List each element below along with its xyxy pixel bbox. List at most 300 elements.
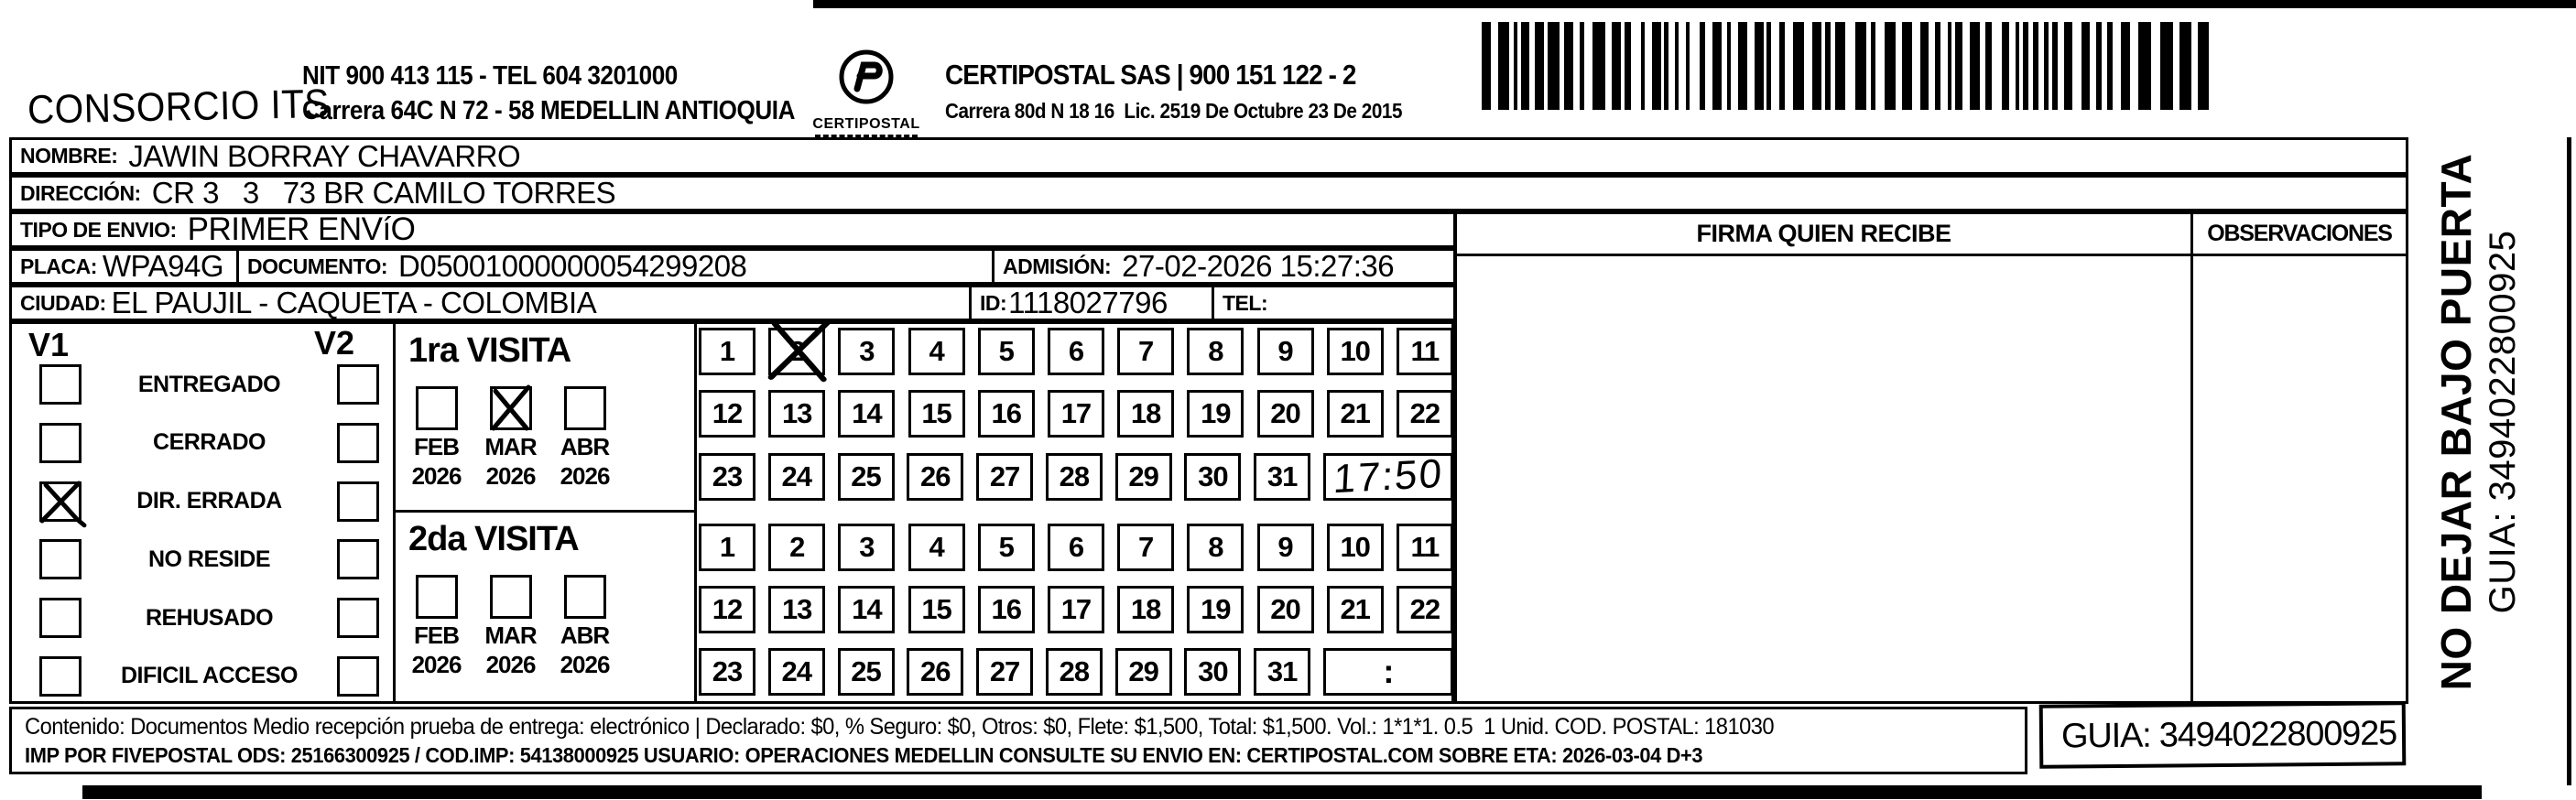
day-number: 17 [1060,593,1092,625]
barcode-bar [1766,22,1771,110]
day-number: 17 [1060,397,1092,429]
month-label: ABR [560,622,610,649]
g1-day-cell-24[interactable] [768,453,825,501]
visit1-day-grid-row3 [699,450,1453,503]
time-colon-placeholder: : [1383,653,1394,690]
checkbox-v1-dir-errada[interactable] [39,481,82,522]
day-number: 21 [1340,397,1370,429]
day-number: 4 [929,335,944,367]
delivery-panel [1454,211,2408,704]
checkbox-visit1-month-mar[interactable] [490,386,532,430]
visit1-months [399,386,622,489]
day-number: 12 [712,593,743,625]
month-label: MAR [484,433,537,460]
provider-name-line: CERTIPOSTAL SAS | 900 151 122 - 2 [945,59,1356,91]
status-label-entregado: ENTREGADO [137,371,281,397]
day-number: 11 [1410,335,1440,367]
barcode-bar [1498,22,1509,110]
g2-day-cell-2[interactable] [768,524,825,571]
g2-day-cell-5[interactable] [978,524,1035,571]
v1-header: V1 [28,326,70,363]
g1-day-cell-1[interactable] [699,328,755,375]
g1-day-cell-19[interactable] [1187,390,1244,438]
g2-day-cell-14[interactable] [838,586,895,633]
provider-address-line: Carrera 80d N 18 16 Lic. 2519 De Octubre 23 De 2015 [945,99,1403,123]
month-year-label: 2026 [411,651,462,678]
no-dejar-bajo-puerta-text: NO DEJAR BAJO PUERTA [2431,153,2480,691]
barcode-bar [1612,22,1621,110]
barcode-bar [1855,22,1866,110]
placa-cell [12,251,236,282]
visit2-months [399,575,622,677]
day-number: 11 [1410,531,1440,563]
checkbox-visit1-month-feb[interactable] [416,386,458,430]
id-cell [969,287,1212,319]
day-number: 22 [1409,397,1440,429]
day-number: 1 [719,335,735,367]
month-label: FEB [414,622,459,649]
g2-day-cell-17[interactable] [1048,586,1104,633]
barcode-bar [1514,22,1517,110]
barcode-bar [1664,22,1668,110]
visit2-title: 2da VISITA [408,520,579,558]
checkbox-v2-entregado[interactable] [337,364,379,405]
day-number: 16 [991,593,1021,625]
barcode-bar [1970,22,1980,110]
checkbox-v1-no-reside[interactable] [39,539,82,579]
barcode-bar [1652,22,1661,110]
company-name: CONSORCIO ITS [27,81,331,133]
visit1-month-col-abr [548,386,622,489]
g1-day-cell-21[interactable] [1327,390,1384,438]
barcode-bar [1871,22,1875,110]
company-info [302,59,850,128]
barcode-bar [1885,22,1896,110]
day-number: 29 [1128,460,1158,492]
barcode-bar [1712,22,1722,110]
v2-header: V2 [314,324,355,362]
visits-block [9,321,1454,704]
g1-day-cell-27[interactable] [976,453,1033,501]
barcode-bar [2044,22,2049,110]
direccion-value: CR 3 3 73 BR CAMILO TORRES [151,176,616,210]
day-number: 28 [1059,460,1090,492]
status-label-no-reside: NO RESIDE [147,546,271,572]
status-label-rehusado: REHUSADO [145,604,274,631]
barcode [1482,22,2225,110]
barcode-bar [2023,22,2028,110]
day-number: 3 [859,335,875,367]
barcode-bar [1521,22,1529,110]
day-number: 18 [1130,593,1161,625]
day-number: 1 [719,531,735,563]
g1-day-cell-12[interactable] [699,390,755,438]
g2-day-cell-28[interactable] [1046,648,1103,696]
day-number: 20 [1270,397,1300,429]
g1-day-cell-30[interactable] [1184,453,1241,501]
g2-day-cell-25[interactable] [838,648,895,696]
barcode-bar [1812,22,1821,110]
g2-day-cell-13[interactable] [768,586,825,633]
day-number: 2 [789,335,805,367]
tel-label: TEL: [1223,290,1268,315]
g1-time-cell[interactable] [1323,450,1453,503]
barcode-bar [1738,22,1747,110]
month-year-label: 2026 [411,462,462,490]
month-year-label: 2026 [560,462,610,490]
observaciones-label: OBSERVACIONES [2190,214,2406,254]
visit1-title: 1ra VISITA [408,331,571,370]
visit2-month-col-mar [473,575,548,677]
visit1-day-grid-row2 [699,390,1453,438]
admision-value: 27-02-2026 15:27:36 [1122,249,1395,283]
day-number: 16 [991,397,1021,429]
month-label: MAR [484,622,537,649]
barcode-bar [1825,22,1831,110]
visit2-month-col-abr [548,575,622,677]
barcode-bar [2016,22,2019,110]
barcode-bar [1641,22,1645,110]
firma-area[interactable] [1457,256,2190,701]
checkbox-visit1-month-abr[interactable] [564,386,606,430]
g2-day-cell-21[interactable] [1327,586,1384,633]
visit2-month-col-feb [399,575,473,677]
scan-artifact-top [813,0,2576,8]
day-number: 7 [1138,531,1154,563]
handwritten-x-mark [38,481,82,523]
direccion-label: DIRECCIÓN: [20,180,141,205]
day-number: 30 [1198,655,1228,687]
row-nombre [9,137,2408,175]
visit1-day-grid-row1 [699,328,1453,375]
day-number: 14 [852,397,882,429]
g2-day-cell-18[interactable] [1117,586,1174,633]
status-rows [12,364,396,697]
barcode-bar [1535,22,1544,110]
day-number: 27 [989,460,1020,492]
guia-number-box [2039,701,2407,768]
g2-time-cell[interactable] [1323,648,1453,696]
barcode-bar [2002,22,2009,110]
day-number: 13 [781,593,812,625]
day-number: 14 [852,593,882,625]
g1-day-cell-10[interactable] [1327,328,1384,375]
documento-label: DOCUMENTO: [247,254,388,278]
company-address-line: Carrera 64C N 72 - 58 MEDELLIN ANTIOQUIA [302,96,795,125]
day-number: 23 [712,655,743,687]
checkbox-visit2-month-abr[interactable] [564,575,606,619]
visit2-day-grid-row1 [699,524,1453,571]
barcode-bar [1955,22,1962,110]
id-label: ID: [980,290,1007,315]
checkbox-v1-cerrado[interactable] [39,423,82,463]
admision-cell [992,251,1453,282]
g2-day-cell-23[interactable] [699,648,755,696]
day-number: 6 [1068,531,1084,563]
checkbox-v1-entregado[interactable] [39,364,82,405]
g1-day-cell-6[interactable] [1048,328,1104,375]
day-number: 9 [1277,531,1293,563]
g2-day-cell-16[interactable] [978,586,1035,633]
barcode-bar [1920,22,1929,110]
day-number: 24 [781,655,811,687]
day-number: 28 [1059,655,1090,687]
g1-day-cell-11[interactable] [1397,328,1453,375]
day-number: 8 [1208,335,1223,367]
imp-line: IMP POR FIVEPOSTAL ODS: 25166300925 / COD.IMP: 54138000925 USUARIO: OPERACIONES MEDELLIN CONSULTE SU ENVIO EN: CERTIPOSTAL.COM SOBRE ETA: 2026-03-04 D+3 [25,743,1703,767]
barcode-bar [2138,22,2151,110]
day-number: 9 [1277,335,1293,367]
g1-day-cell-16[interactable] [978,390,1035,438]
g2-day-cell-20[interactable] [1257,586,1314,633]
g2-day-cell-6[interactable] [1048,524,1104,571]
row-placa-documento-admision [9,248,1456,285]
admision-label: ADMISIÓN: [1003,254,1112,278]
g1-day-cell-13[interactable] [768,390,825,438]
g1-day-cell-8[interactable] [1187,328,1244,375]
month-label: ABR [560,433,610,460]
visit2-panel [396,513,697,701]
handwritten-time: 17:50 [1331,450,1445,503]
g1-day-cell-15[interactable] [908,390,965,438]
g1-day-cell-18[interactable] [1117,390,1174,438]
g1-day-cell-22[interactable] [1397,390,1453,438]
g2-day-cell-26[interactable] [907,648,963,696]
barcode-bar [1675,22,1679,110]
status-row-cerrado [12,423,396,463]
g2-day-cell-27[interactable] [976,648,1033,696]
month-year-label: 2026 [485,462,536,490]
barcode-bar [2096,22,2102,110]
barcode-bar [2121,22,2130,110]
checkbox-v1-dificil-acceso[interactable] [39,656,82,697]
day-number: 25 [851,460,881,492]
g1-day-cell-5[interactable] [978,328,1035,375]
delivery-panel-header [1457,214,2406,256]
day-number: 31 [1266,655,1298,687]
g2-day-cell-30[interactable] [1184,648,1241,696]
checkbox-visit2-month-feb[interactable] [416,575,458,619]
visit1-month-col-mar [473,386,548,489]
month-year-label: 2026 [485,651,536,678]
day-number: 29 [1128,655,1158,687]
visit2-day-grid-row2 [699,586,1453,633]
g1-day-cell-20[interactable] [1257,390,1314,438]
guia-number: GUIA: 3494022800925 [2060,713,2397,756]
observaciones-area[interactable] [2190,256,2406,701]
g1-day-cell-26[interactable] [907,453,963,501]
visit1-month-col-feb [399,386,473,489]
g2-day-cell-9[interactable] [1257,524,1314,571]
day-number: 19 [1201,593,1231,625]
company-nit-line: NIT 900 413 115 - TEL 604 3201000 [302,61,678,91]
day-number: 12 [712,397,743,429]
month-label: FEB [414,433,459,460]
g2-day-cell-1[interactable] [699,524,755,571]
g2-day-cell-11[interactable] [1397,524,1453,571]
status-label-cerrado: CERRADO [153,429,266,456]
g2-day-cell-3[interactable] [838,524,895,571]
barcode-bar [1580,22,1584,110]
checkbox-v2-no-reside[interactable] [337,539,379,579]
handwritten-x-mark [489,385,533,431]
g2-day-cell-31[interactable] [1254,648,1310,696]
day-number: 30 [1198,460,1228,492]
barcode-bar [1686,22,1690,110]
barcode-bar [2052,22,2058,110]
status-row-no-reside [12,539,396,579]
g1-day-cell-29[interactable] [1115,453,1172,501]
g1-day-cell-14[interactable] [838,390,895,438]
checkbox-v1-rehusado[interactable] [39,598,82,638]
barcode-bar [2081,22,2090,110]
g1-day-cell-4[interactable] [908,328,965,375]
day-number: 21 [1340,593,1370,625]
side-note [2417,129,2538,715]
barcode-bar [1592,22,1605,110]
day-number: 19 [1201,397,1231,429]
certipostal-logo [804,48,929,137]
g2-day-cell-8[interactable] [1187,524,1244,571]
day-number: 10 [1340,335,1370,367]
placa-label: PLACA: [20,254,97,278]
barcode-bar [1727,22,1731,110]
firma-quien-recibe-label: FIRMA QUIEN RECIBE [1696,220,1951,247]
provider-info [945,59,1452,124]
day-number: 18 [1130,397,1161,429]
day-number: 20 [1270,593,1300,625]
g1-day-cell-2[interactable] [768,328,825,375]
g1-day-cell-17[interactable] [1048,390,1104,438]
day-number: 7 [1138,335,1154,367]
g1-day-cell-31[interactable] [1254,453,1310,501]
g2-day-cell-15[interactable] [908,586,965,633]
g1-day-cell-23[interactable] [699,453,755,501]
barcode-bar [1935,22,1940,110]
checkbox-v2-rehusado[interactable] [337,598,379,638]
barcode-bar [1482,22,1491,110]
g1-day-cell-7[interactable] [1117,328,1174,375]
nombre-value: JAWIN BORRAY CHAVARRO [128,138,521,173]
row-direccion [9,175,2408,211]
checkbox-v2-dir-errada[interactable] [337,481,379,522]
status-label-dir-errada: DIR. ERRADA [136,488,282,514]
day-number: 6 [1068,335,1084,367]
day-number: 24 [781,460,811,492]
day-number: 8 [1208,531,1223,563]
checkbox-v2-cerrado[interactable] [337,423,379,463]
nombre-label: NOMBRE: [20,144,118,168]
status-label-dificil-acceso: DIFICIL ACCESO [120,663,298,689]
status-row-rehusado [12,598,396,638]
barcode-bar [1902,22,1912,110]
g1-day-cell-25[interactable] [838,453,895,501]
day-number: 5 [998,335,1014,367]
g2-day-cell-29[interactable] [1115,648,1172,696]
ciudad-label: CIUDAD: [20,290,106,315]
day-number: 31 [1266,460,1298,492]
barcode-bar [2064,22,2072,110]
barcode-bar [2198,22,2209,110]
status-row-dificil-acceso [12,656,396,697]
barcode-bar [1779,22,1785,110]
barcode-bar [1948,22,1951,110]
day-number: 26 [920,655,951,687]
certipostal-logo-icon [835,48,897,110]
row-ciudad-id-tel [9,285,1456,321]
g2-day-cell-4[interactable] [908,524,965,571]
g1-day-cell-28[interactable] [1046,453,1103,501]
day-number: 26 [920,460,951,492]
ciudad-value: EL PAUJIL - CAQUETA - COLOMBIA [111,286,597,319]
documento-cell [236,251,992,282]
barcode-bar [2179,22,2191,110]
visit2-day-grid-row3 [699,648,1453,696]
status-row-entregado [12,364,396,405]
barcode-bar [1793,22,1804,110]
scan-artifact-bottom [82,785,2482,799]
day-number: 27 [989,655,1020,687]
day-number: 25 [851,655,881,687]
g2-day-cell-24[interactable] [768,648,825,696]
tipo-envio-value: PRIMER ENVíO [187,211,416,247]
month-year-label: 2026 [560,651,610,678]
tel-cell [1212,287,1453,319]
documento-value: D05001000000054299208 [398,249,747,283]
barcode-bar [2033,22,2038,110]
scan-artifact-right [2567,137,2571,785]
checkbox-visit2-month-mar[interactable] [490,575,532,619]
g2-day-cell-19[interactable] [1187,586,1244,633]
day-number: 23 [712,460,743,492]
checkbox-v2-dificil-acceso[interactable] [337,656,379,697]
status-panel [12,324,396,701]
contenido-line: Contenido: Documentos Medio recepción prueba de entrega: electrónico | Declarado: $0, % Seguro: $0, Otros: $0, Flete: $1,500, Total: $1,500. Vol.: 1*1*1. 0.5 1 Unid. COD. POSTAL: 181030 [25,714,1775,740]
ciudad-cell [12,287,969,319]
g2-day-cell-12[interactable] [699,586,755,633]
status-row-dir-errada [12,481,396,522]
barcode-bar [1755,22,1764,110]
barcode-bar [1625,22,1631,110]
barcode-bar [1985,22,1992,110]
barcode-bar [1835,22,1845,110]
g1-day-cell-9[interactable] [1257,328,1314,375]
g2-day-cell-7[interactable] [1117,524,1174,571]
day-number: 15 [921,593,951,625]
day-number: 5 [998,531,1014,563]
footer-box [9,707,2027,774]
barcode-bar [2107,22,2113,110]
id-value: 1118027796 [1008,286,1168,319]
g1-day-cell-3[interactable] [838,328,895,375]
day-number: 10 [1340,531,1370,563]
day-number: 4 [929,531,944,563]
barcode-bar [1564,22,1573,110]
row-tipo-envio [9,211,1456,248]
day-number: 2 [789,531,805,563]
day-number: 15 [921,397,951,429]
barcode-bar [2160,22,2173,110]
g2-day-cell-10[interactable] [1327,524,1384,571]
barcode-bar [1548,22,1560,110]
day-number: 3 [859,531,875,563]
g2-day-cell-22[interactable] [1397,586,1453,633]
tipo-envio-label: TIPO DE ENVIO: [20,217,177,242]
logo-text: CERTIPOSTAL [812,116,920,132]
visit1-panel [396,324,697,513]
placa-value: WPA94G [102,249,223,283]
side-guia-text: GUIA: 3494022800925 [2482,230,2523,614]
